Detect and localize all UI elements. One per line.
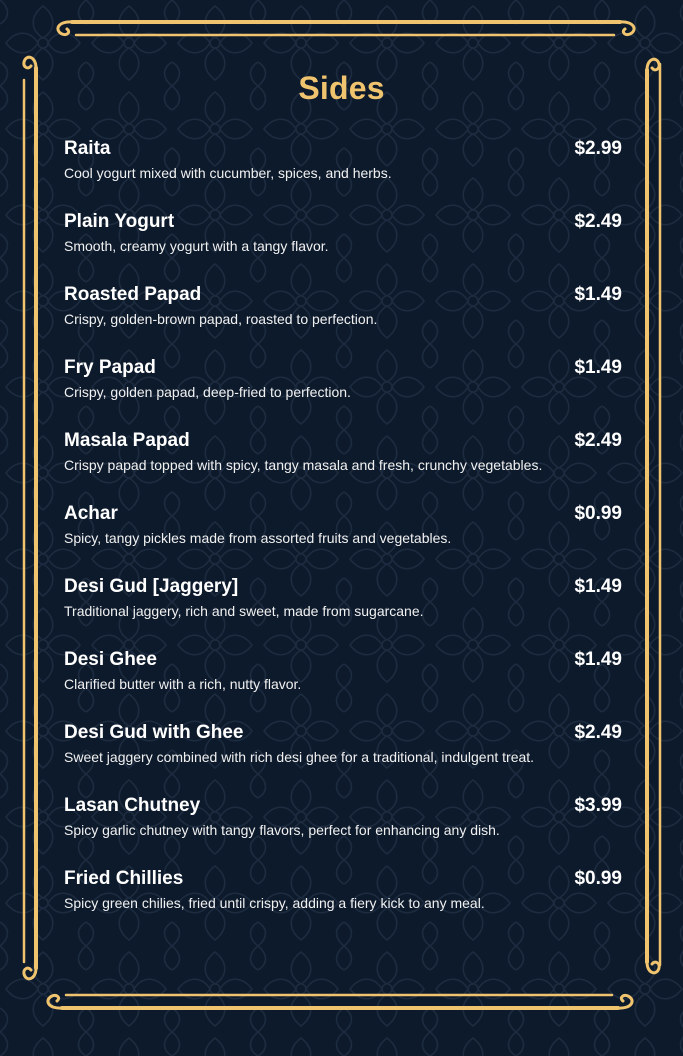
item-name: Fried Chillies [64, 868, 184, 889]
item-name: Lasan Chutney [64, 795, 201, 816]
item-description: Cool yogurt mixed with cucumber, spices, and herbs. [64, 165, 392, 181]
item-description: Sweet jaggery combined with rich desi ghee for a traditional, indulgent treat. [64, 749, 535, 765]
item-price: $1.49 [574, 284, 622, 305]
item-name: Fry Papad [64, 357, 156, 378]
item-name: Plain Yogurt [64, 211, 175, 232]
item-name: Raita [64, 138, 111, 159]
item-name: Desi Gud with Ghee [64, 722, 244, 743]
top-ornament-bar [58, 22, 634, 35]
menu-item [64, 281, 624, 330]
item-price: $2.49 [574, 722, 622, 743]
item-name: Achar [64, 503, 118, 524]
item-price: $3.99 [574, 795, 622, 816]
item-name: Desi Ghee [64, 649, 157, 670]
item-description: Crispy, golden-brown papad, roasted to perfection. [64, 311, 378, 327]
item-description: Crispy papad topped with spicy, tangy masala and fresh, crunchy vegetables. [64, 457, 543, 473]
item-price: $0.99 [574, 868, 622, 889]
menu-item [64, 646, 624, 695]
left-border [24, 57, 36, 979]
menu-item [64, 354, 624, 403]
item-description: Spicy green chilies, fried until crispy, adding a fiery kick to any meal. [64, 895, 485, 911]
menu-title: Sides [298, 70, 385, 106]
item-description: Smooth, creamy yogurt with a tangy flavor. [64, 238, 329, 254]
item-description: Clarified butter with a rich, nutty flavor. [64, 676, 302, 692]
menu-item [64, 792, 624, 841]
menu-item [64, 719, 624, 768]
item-price: $2.99 [574, 138, 622, 159]
item-price: $0.99 [574, 503, 622, 524]
menu-item [64, 427, 624, 476]
menu-item [64, 865, 624, 914]
item-description: Crispy, golden papad, deep-fried to perfection. [64, 384, 351, 400]
item-description: Spicy garlic chutney with tangy flavors, perfect for enhancing any dish. [64, 822, 500, 838]
item-description: Traditional jaggery, rich and sweet, made from sugarcane. [64, 603, 424, 619]
item-name: Masala Papad [64, 430, 190, 451]
menu-item [64, 208, 624, 257]
item-price: $1.49 [574, 357, 622, 378]
bottom-ornament-bar [48, 995, 632, 1008]
item-price: $2.49 [574, 211, 622, 232]
menu-item [64, 573, 624, 622]
menu-item [64, 500, 624, 549]
item-price: $1.49 [574, 576, 622, 597]
item-name: Roasted Papad [64, 284, 202, 305]
item-description: Spicy, tangy pickles made from assorted fruits and vegetables. [64, 530, 452, 546]
menu-items-list [64, 135, 624, 938]
right-border [647, 59, 660, 973]
item-price: $1.49 [574, 649, 622, 670]
item-price: $2.49 [574, 430, 622, 451]
item-name: Desi Gud [Jaggery] [64, 576, 239, 597]
menu-item [64, 135, 624, 184]
